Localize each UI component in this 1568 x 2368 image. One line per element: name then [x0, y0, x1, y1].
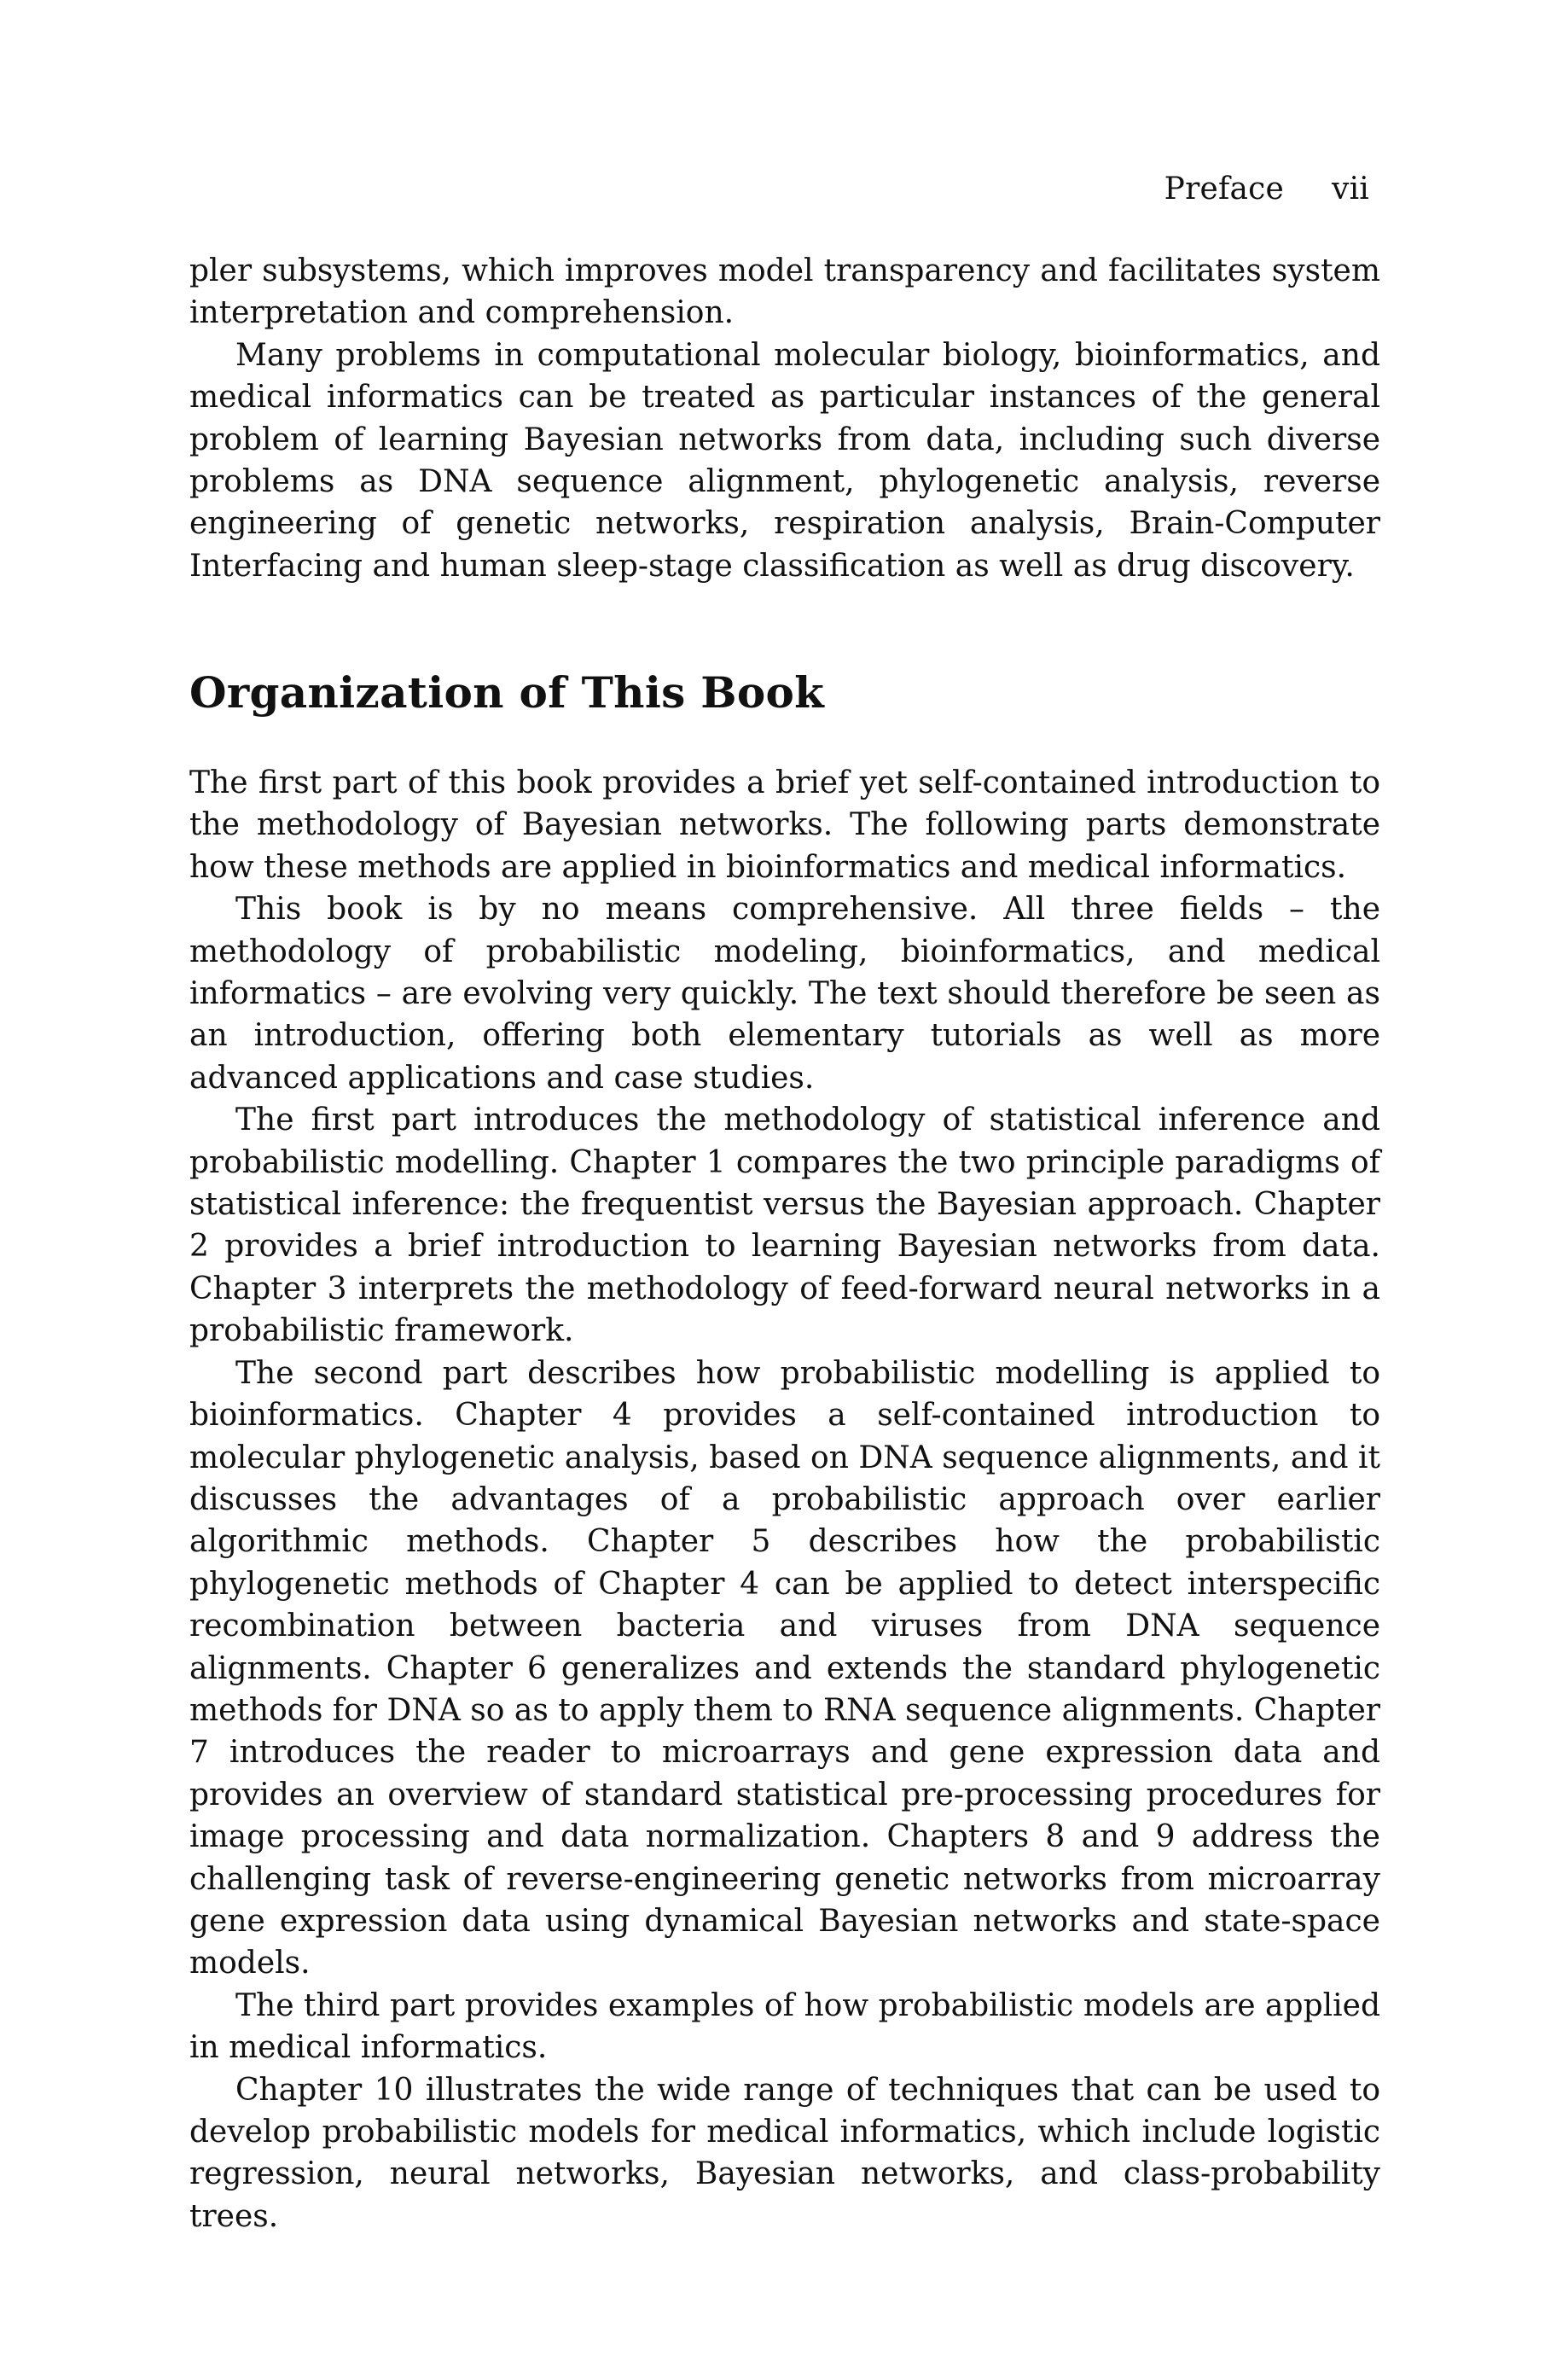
paragraph: This book is by no means comprehensive. All three fields – the methodology of probabilistic modeling, bioinformatics, and medical informatics – are evolving very quickly. The text should therefore be seen as an introduction, offering both elementary tutorials as well as more advanced applications and case studies.	[189, 892, 1380, 1096]
paragraph: The first part introduces the methodology of statistical inference and probabilistic modelling. Chapter 1 compares the two principle paradigms of statistical inference: the frequentist versus the Bayesian approach. Chapter 2 provides a brief introduction to learning Bayesian networks from data. Chapter 3 interprets the methodology of feed-forward neural networks in a probabilistic framework.	[189, 1103, 1380, 1349]
paragraph: The second part describes how probabilistic modelling is applied to bioinformatics. Chapter 4 provides a self-contained introduction to molecular phylogenetic analysis, based on DNA sequence alignments, and it discusses the advantages of a probabilistic approach over earlier algorithmic methods. Chapter 5 describes how the probabilistic phylogenetic methods of Chapter 4 can be applied to detect interspecific recombination between bacteria and viruses from DNA sequence alignments. Chapter 6 generalizes and extends the standard phylogenetic methods for DNA so as to apply them to RNA sequence alignments. Chapter 7 introduces the reader to microarrays and gene expression data and provides an overview of standard statistical pre-processing procedures for image processing and data normalization. Chapters 8 and 9 address the challenging task of reverse-engineering genetic networks from microarray gene expression data using dynamical Bayesian networks and state-space models.	[189, 1355, 1380, 1981]
paragraph: The first part of this book provides a brief yet self-contained introduction to the methodology of Bayesian networks. The following parts demonstrate how these methods are applied in bioinformatics and medical informatics.	[189, 765, 1380, 885]
page-number: vii	[1332, 172, 1369, 207]
paragraph: The third part provides examples of how probabilistic models are applied in medical informatics.	[189, 1987, 1380, 2066]
running-head	[1164, 169, 1369, 210]
section-heading: Organization of This Book	[189, 667, 825, 718]
paragraph: Many problems in computational molecular biology, bioinformatics, and medical informatics can be treated as particular instances of the general problem of learning Bayesian networks from data, including such diverse problems as DNA sequence alignment, phylogenetic analysis, reverse engineering of genetic networks, respiration analysis, Brain-Computer Interfacing and human sleep-stage classification as well as drug discovery.	[189, 337, 1380, 584]
paragraph: Chapter 10 illustrates the wide range of techniques that can be used to develop probabilistic models for medical informatics, which include logistic regression, neural networks, Bayesian networks, and class-probability trees.	[189, 2072, 1380, 2234]
organization-section-body	[189, 762, 1380, 2237]
paragraph: pler subsystems, which improves model transparency and facilitates system interpretation and comprehension.	[189, 253, 1380, 331]
preface-continuation	[189, 250, 1380, 587]
running-head-section: Preface	[1164, 172, 1285, 207]
